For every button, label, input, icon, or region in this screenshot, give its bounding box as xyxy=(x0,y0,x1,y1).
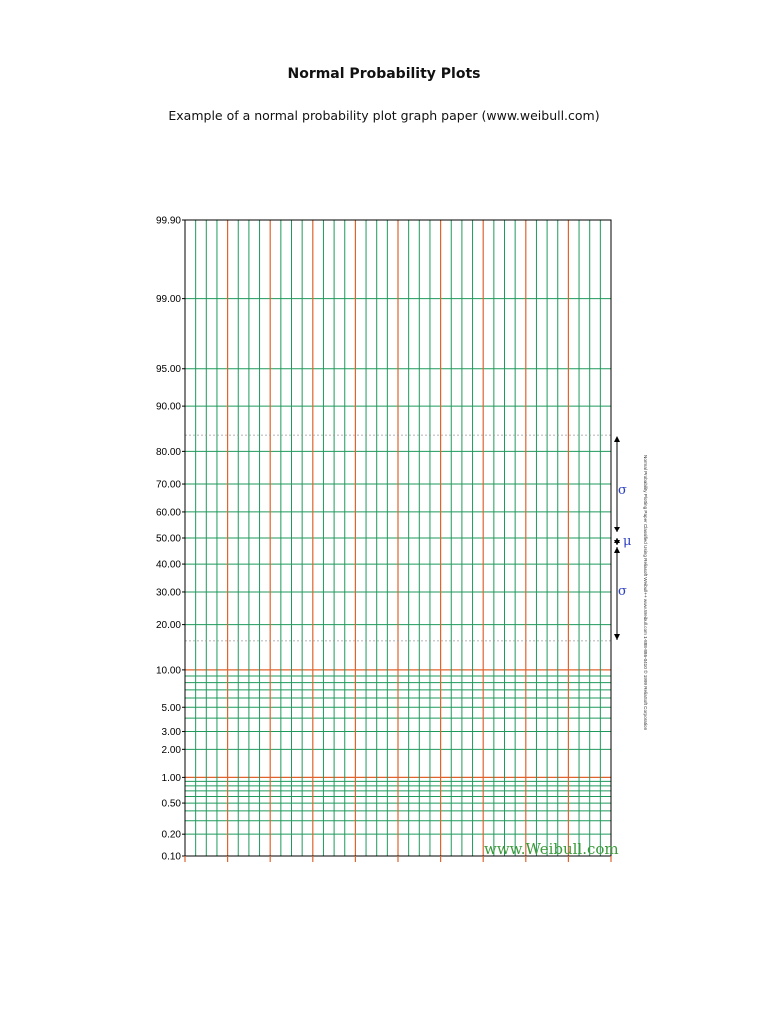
arrow-head-upper-mid xyxy=(614,527,620,532)
y-tick-label: 0.10 xyxy=(161,851,181,863)
y-tick-label: 70.00 xyxy=(155,479,181,491)
arrow-head-lower-mid xyxy=(614,547,620,553)
y-tick-label: 1.00 xyxy=(161,772,181,784)
y-tick-label: 3.00 xyxy=(161,727,181,739)
document-title: Normal Probability Plots xyxy=(287,66,481,82)
document-subtitle: Example of a normal probability plot graph paper (www.weibull.com) xyxy=(168,108,600,123)
sigma-lower-symbol: σ xyxy=(618,584,627,599)
y-tick-label: 0.50 xyxy=(161,798,181,810)
mu-symbol: μ xyxy=(623,534,632,549)
y-tick-label: 80.00 xyxy=(155,446,181,458)
y-tick-label: 20.00 xyxy=(155,620,181,632)
y-tick-label: 40.00 xyxy=(155,559,181,571)
y-tick-label: 99.90 xyxy=(155,215,181,227)
y-tick-label: 5.00 xyxy=(161,702,181,714)
sigma-arrow-diagram xyxy=(614,436,631,640)
y-tick-label: 50.00 xyxy=(155,533,181,545)
vertical-copyright-text: Normal Probability Plotting Paper Classified Using Reliasoft Weibull++ www.Weibull.com 1-888-886-0410 © 1999 ReliaSoft Corporation xyxy=(643,455,648,731)
y-tick-label: 90.00 xyxy=(155,401,181,413)
y-axis-tick-labels xyxy=(156,216,185,863)
y-tick-label: 95.00 xyxy=(155,364,181,376)
weibull-brand-logo: www.Weibull.com xyxy=(484,840,619,858)
y-tick-label: 99.00 xyxy=(155,294,181,306)
y-tick-label: 2.00 xyxy=(161,744,181,756)
y-tick-label: 0.20 xyxy=(161,829,181,841)
y-tick-label: 30.00 xyxy=(155,587,181,599)
y-tick-label: 60.00 xyxy=(155,507,181,519)
arrow-head-bottom xyxy=(614,634,620,640)
arrow-head-top xyxy=(614,436,620,442)
y-tick-label: 10.00 xyxy=(155,665,181,677)
sigma-upper-symbol: σ xyxy=(618,483,627,498)
